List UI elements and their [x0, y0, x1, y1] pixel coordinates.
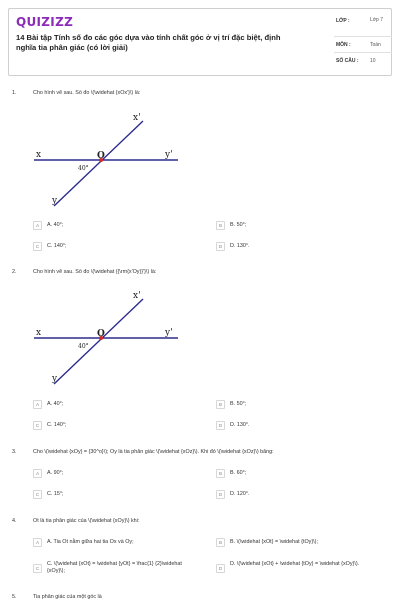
label-x-prime: x': [133, 291, 141, 301]
question-text: Cho \(\widehat {xOy} = {30^o}\); Oy là tia phân giác \(\widehat {xOz}\). Khi đó \(\widehat {xOz}\) bằng:: [33, 449, 274, 455]
question-text: Tia phân giác của một góc là: [33, 594, 102, 600]
question-number: 1.: [12, 90, 17, 96]
answer-option[interactable]: [33, 242, 67, 251]
divider: [334, 52, 392, 53]
label-o: O: [97, 151, 105, 161]
subject-label: MÔN :: [336, 42, 351, 48]
option-letter-box: A: [33, 400, 42, 409]
label-y-prime: y': [165, 150, 173, 160]
question-number: 4.: [12, 518, 17, 524]
option-letter-box: B: [216, 469, 225, 478]
answer-option[interactable]: [216, 469, 246, 478]
answer-option[interactable]: [33, 538, 134, 547]
option-text: C. 15°;: [47, 491, 64, 497]
answer-option[interactable]: [216, 242, 250, 251]
worksheet-title: 14 Bài tập Tính số đo các góc dựa vào tính chất góc ở vị trí đặc biệt, định nghĩa tia phân giác (có lời giải): [16, 33, 281, 52]
answer-option[interactable]: [216, 490, 250, 499]
angle-figure: [30, 108, 200, 206]
option-text: D. 130°.: [230, 243, 250, 249]
answer-option[interactable]: [33, 490, 64, 499]
angle-figure: [30, 286, 200, 384]
option-letter-box: D: [216, 421, 225, 430]
angle-label: 40°: [78, 165, 89, 172]
class-label: LỚP :: [336, 18, 350, 24]
option-letter-box: D: [216, 490, 225, 499]
subject-value: Toán: [370, 42, 381, 48]
answer-option[interactable]: [216, 221, 246, 230]
option-text: D. \(\widehat {xOt} + \widehat {tOy} = \widehat {xOy}\).: [230, 561, 360, 567]
answer-option[interactable]: [216, 538, 318, 547]
question-number: 2.: [12, 269, 17, 275]
option-letter-box: B: [216, 538, 225, 547]
option-text: A. 40°;: [47, 401, 64, 407]
option-letter-box: D: [216, 242, 225, 251]
label-x-prime: x': [133, 113, 141, 123]
divider: [334, 36, 392, 37]
label-x: x: [36, 150, 42, 160]
option-text: A. 40°;: [47, 222, 64, 228]
option-text: C. \(\widehat {xOt} = \widehat {yOt} = \frac{1} {2}\widehat {xOy}\);: [47, 561, 182, 574]
class-value: Lớp 7: [370, 17, 384, 23]
option-letter-box: C: [33, 490, 42, 499]
answer-option[interactable]: [33, 560, 197, 575]
option-text: B. 50°;: [230, 222, 247, 228]
answer-option[interactable]: [33, 469, 63, 478]
option-letter-box: B: [216, 400, 225, 409]
question-count-value: 10: [370, 58, 376, 64]
option-text: B. 50°;: [230, 401, 247, 407]
label-y: y: [52, 374, 58, 384]
label-y-prime: y': [165, 328, 173, 338]
option-letter-box: C: [33, 242, 42, 251]
question-number: 5.: [12, 594, 17, 600]
option-letter-box: C: [33, 564, 42, 573]
option-text: C. 140°;: [47, 422, 67, 428]
option-text: D. 120°.: [230, 491, 250, 497]
option-text: B. \(\widehat {xOt} = \widehat {tOy}\);: [230, 539, 318, 545]
question-text: Ot là tia phân giác của \(\widehat {xOy}\) khi:: [33, 518, 140, 524]
angle-label: 40°: [78, 343, 89, 350]
option-text: B. 60°;: [230, 470, 247, 476]
option-letter-box: C: [33, 421, 42, 430]
option-text: A. Tia Ot nằm giữa hai tia Ox và Oy;: [47, 539, 134, 545]
option-text: C. 140°;: [47, 243, 67, 249]
label-o: O: [97, 329, 105, 339]
option-letter-box: A: [33, 221, 42, 230]
answer-option[interactable]: [33, 400, 63, 409]
question-text: Cho hình vẽ sau. Số đo \(\widehat {xOx'}\) là:: [33, 90, 141, 96]
question-number: 3.: [12, 449, 17, 455]
option-letter-box: A: [33, 538, 42, 547]
answer-option[interactable]: [216, 400, 246, 409]
question-text: Cho hình vẽ sau. Số đo \(\widehat {{\rm{x'Oy}}'}\) là:: [33, 269, 157, 275]
worksheet-header: [8, 8, 392, 76]
label-x: x: [36, 328, 42, 338]
option-letter-box: A: [33, 469, 42, 478]
option-text: D. 130°.: [230, 422, 250, 428]
answer-option[interactable]: [216, 560, 390, 573]
question-count-label: SỐ CÂU :: [336, 58, 359, 64]
option-letter-box: D: [216, 564, 225, 573]
answer-option[interactable]: [216, 421, 250, 430]
quizizz-logo: QUIZIZZ: [16, 15, 74, 29]
option-text: A. 90°;: [47, 470, 64, 476]
answer-option[interactable]: [33, 221, 63, 230]
answer-option[interactable]: [33, 421, 67, 430]
option-letter-box: B: [216, 221, 225, 230]
label-y: y: [52, 196, 58, 206]
